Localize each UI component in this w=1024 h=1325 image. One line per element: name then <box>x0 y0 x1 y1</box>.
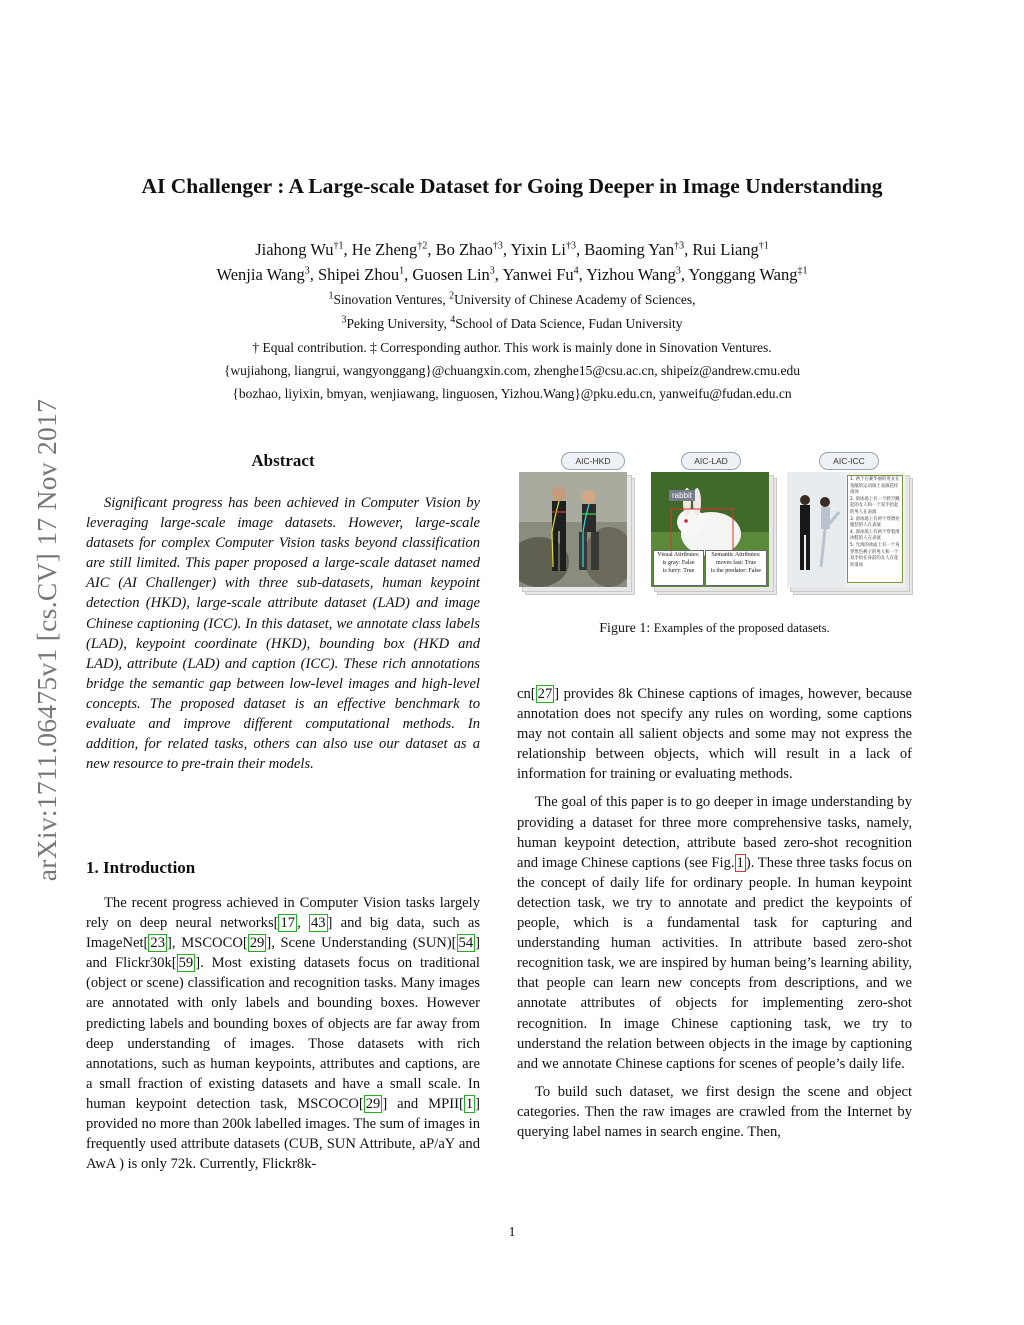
citation-link[interactable]: 29 <box>365 1095 381 1112</box>
abstract-paragraph: Significant progress has been achieved in Computer Vision by leveraging large-scale image datasets. However, large-scale datasets for complex Computer Vision tasks beyond classification are still limited. This paper proposed a large-scale dataset named AIC (AI Challenger) with three sub-datasets, human keypoint detection (HKD), large-scale attribute dataset (LAD) and image Chinese captioning (ICC). In this dataset, we annotate class labels (LAD), keypoint coordinate (HKD), bounding box (HKD and LAD), attribute (LAD) and caption (ICC). These rich annotations bridge the semantic gap between low-level images and high-level concepts. The proposed dataset is an effective benchmark to evaluate and improve different computational methods. In addition, for related tasks, others can also use our dataset as a new resource to pre-train their models. <box>86 495 480 773</box>
hkd-photo <box>519 472 627 587</box>
arxiv-identifier: arXiv:1711.06475v1 [cs.CV] 17 Nov 2017 <box>31 398 62 882</box>
author: Yizhou Wang <box>586 265 676 284</box>
author: Rui Liang <box>692 240 759 259</box>
abstract-text <box>86 493 480 782</box>
affiliation: Sinovation Ventures, <box>333 292 450 307</box>
chinese-caption: 2. 滑冰场上有一个跨空跳起的女人和一个双手抬起的男人在表演 <box>850 496 900 515</box>
chinese-caption: 5. 光滑的冰面上有一个身穿黑色裤子的男人和一个双手抬在身前的女人在花样滑冰 <box>850 542 900 568</box>
citation-link[interactable]: 54 <box>458 935 474 952</box>
body-paragraph <box>517 684 912 784</box>
author-sup: 3 <box>489 265 495 277</box>
text-run: , <box>297 915 309 932</box>
visual-attributes-title: Visual Attributes: <box>657 552 700 558</box>
text-run: ] provided no more than 200k labelled images. The sum of images in frequently used attribute datasets (CUB, SUN Attribute, aP/aY and AwA ) is only 72k. Currently, Flickr8k- <box>86 1095 480 1173</box>
affiliation-line-2 <box>60 316 964 332</box>
visual-attribute: is gray: False <box>662 560 695 566</box>
citation-link[interactable]: 27 <box>537 686 553 702</box>
text-run: ). These three tasks focus on the concept of daily life for ordinary people. In human keypoint detection task, we try to annotate and predict the keypoints of people, which is a fundamental task for capturing and understanding human activities. In attribute based zero-shot recognition task, we are inspired by human being’s learning ability, that people can learn new concepts from descriptions, and we annotate attributes of objects for implementing zero-shot recognition. In image Chinese captioning task, we try to understand the relation between objects in the image by captioning and we annotate Chinese captions for scenes of people’s daily life. <box>517 854 913 1072</box>
citation-link[interactable]: 23 <box>150 935 165 952</box>
author-line-1: Jiahong Wu$^{\dagger 1}$, He Zheng$^{\dagger 2}$, Bo Zhao$^{\dagger 3}$, Yixin Li$^{\dagger 3}$, Baoming Yan$^{\dagger 3}$, Rui Liang$^{\dagger 1}$ <box>255 240 769 259</box>
author: Yixin Li <box>510 240 566 259</box>
right-column <box>517 684 912 1150</box>
semantic-attribute: is the predator: False <box>710 568 762 574</box>
author: Shipei Zhou <box>317 265 400 284</box>
semantic-attributes-title: Semantic Attributes: <box>711 552 761 558</box>
citation-link[interactable]: 59 <box>178 955 194 972</box>
author-line-2: Wenjia Wang$^3$, Shipei Zhou$^1$, Guosen Lin$^3$, Yanwei Fu$^4$, Yizhou Wang$^3$, Yonggang Wang$^{\ddagger 1}$ <box>216 265 808 284</box>
text-run: ] and MPII[ <box>382 1095 464 1112</box>
visual-attributes-box <box>653 550 704 586</box>
author: Jiahong Wu <box>255 240 334 259</box>
contribution-note: † Equal contribution. ‡ Corresponding author. This work is mainly done in Sinovation Ventures. <box>252 340 772 355</box>
author-sup: †3 <box>492 240 503 252</box>
visual-attribute: is furry: True <box>662 568 695 574</box>
text-run: ], MSCOCO[ <box>167 935 248 952</box>
author: Baoming Yan <box>584 240 675 259</box>
author: Wenjia Wang <box>216 265 305 284</box>
text-run: cn[ <box>517 686 536 702</box>
figure-label-hkd: AIC-HKD <box>561 452 625 470</box>
text-run: The goal of this paper is to go deeper in image understanding by providing a dataset for three more comprehensive tasks, namely, human keypoint detection, attribute based zero-shot recognition and image Chinese captions (see Fig. <box>517 794 912 871</box>
chinese-caption: 3. 滑冰场上有两个穿漂亮服装的人在表演 <box>850 516 900 529</box>
author-sup: 1 <box>399 265 405 277</box>
icc-image-stack <box>787 472 905 592</box>
text-run: ] and Flickr30k[ <box>86 935 481 972</box>
affiliation-sup: 2 <box>449 290 455 302</box>
figure-label-icc: AIC-ICC <box>819 452 879 470</box>
caption-label: Figure 1: <box>599 621 651 636</box>
author-sup: †1 <box>758 240 769 252</box>
affiliation-sup: 3 <box>341 314 347 326</box>
body-paragraph: To build such dataset, we first design the scene and object categories. Then the raw images are crawled from the Internet by querying label names in search engine. Then, <box>517 1083 912 1140</box>
citation-link[interactable]: 17 <box>280 915 296 932</box>
author: Yanwei Fu <box>502 265 574 284</box>
affiliation: School of Data Science, Fudan University <box>455 316 683 331</box>
author-sup: 3 <box>675 265 681 277</box>
text-run: ] provides 8k Chinese captions of images, however, because annotation does not specify any rules on wording, some captions may not contain all salient objects and some may not express the relationship between objects, which will result in a lack of information for training or evaluating methods. <box>517 686 912 783</box>
figure-1 <box>517 452 912 602</box>
semantic-attributes-box <box>705 550 767 586</box>
affiliation-sup: 1 <box>328 290 334 302</box>
text-run: ] and big data, such as ImageNet[ <box>86 915 481 952</box>
author: Yonggang Wang <box>688 265 798 284</box>
citation-link[interactable]: 1 <box>465 1095 474 1112</box>
text-run: ]. Most existing datasets focus on traditional (object or scene) classification and recognition tasks. Many images are annotated with only labels and bounding boxes. However predicting labels and bounding boxes of objects are far away from deep understanding of images. Those datasets with rich annotations, such as human keypoints, attributes and captions, are a small fraction of existing datasets and have a small scale. In human keypoint detection task, MSCOCO[ <box>86 955 480 1112</box>
affiliation: Peking University, <box>346 316 451 331</box>
figure-reference-link[interactable]: 1 <box>736 854 744 871</box>
intro-column <box>86 893 480 1182</box>
section-heading-introduction: 1. Introduction <box>86 858 196 877</box>
email-line-2: {bozhao, liyixin, bmyan, wenjiawang, linguosen, Yizhou.Wang}@pku.edu.cn, yanweifu@fudan.edu.cn <box>232 386 792 401</box>
figure-label-lad: AIC-LAD <box>681 452 741 470</box>
figure-1-caption <box>517 621 912 637</box>
author-sup: ‡1 <box>797 265 808 277</box>
email-line-1: {wujiahong, liangrui, wangyonggang}@chuangxin.com, zhenghe15@csu.ac.cn, shipeiz@andrew.cmu.edu <box>223 363 801 378</box>
caption-text: Examples of the proposed datasets. <box>653 621 830 635</box>
paper-title: AI Challenger : A Large-scale Dataset for Going Deeper in Image Understanding <box>141 174 883 198</box>
page-number: 1 <box>508 1225 516 1240</box>
intro-paragraph <box>86 893 480 1174</box>
author-sup: †2 <box>417 240 428 252</box>
text-run: The recent progress achieved in Computer Vision tasks largely rely on deep neural networks[ <box>86 895 480 932</box>
citation-link[interactable]: 29 <box>249 935 265 952</box>
affiliation-line-1 <box>60 292 964 308</box>
rabbit-tag: rabbit <box>669 490 695 501</box>
affiliation: University of Chinese Academy of Sciences, <box>454 292 696 307</box>
author: Guosen Lin <box>412 265 490 284</box>
lad-image-stack <box>651 472 769 592</box>
author-sup: 4 <box>573 265 579 277</box>
chinese-caption: 1. 两个在赛华丽的男女在宽敞的运动场上表演花样滑冰 <box>850 477 900 496</box>
author-sup: 3 <box>304 265 310 277</box>
semantic-attribute: moves fast: True <box>715 560 756 566</box>
chinese-caption: 4. 滑冰场上有两个穿着滑冰鞋的人在表演 <box>850 529 900 542</box>
citation-link[interactable]: 43 <box>310 915 326 932</box>
author-sup: †3 <box>565 240 576 252</box>
author-sup: †1 <box>333 240 344 252</box>
abstract-heading: Abstract <box>251 451 315 470</box>
author: Bo Zhao <box>435 240 493 259</box>
hkd-image-stack <box>519 472 627 592</box>
author: He Zheng <box>351 240 418 259</box>
author-sup: †3 <box>674 240 685 252</box>
body-paragraph <box>517 792 912 1073</box>
text-run: ], Scene Understanding (SUN)[ <box>266 935 457 952</box>
chinese-captions-box <box>847 475 903 583</box>
affiliation-sup: 4 <box>450 314 456 326</box>
